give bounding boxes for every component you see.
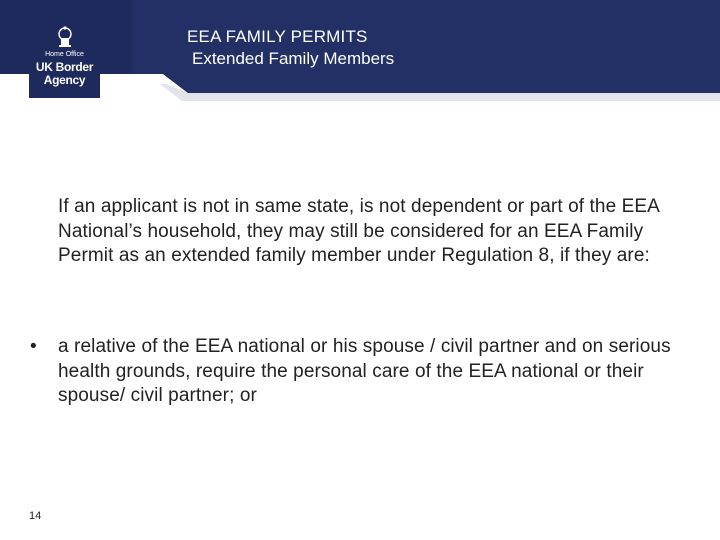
bullet-marker: • — [30, 336, 37, 357]
logo-agency-text: Agency — [43, 73, 86, 87]
page-number: 14 — [29, 510, 42, 522]
logo-home-office-text: Home Office — [45, 51, 84, 58]
slide-subtitle: Extended Family Members — [192, 49, 395, 68]
logo-uk-border-text: UK Border — [35, 60, 94, 74]
royal-crest-icon — [53, 25, 77, 49]
body-paragraph: If an applicant is not in same state, is not dependent or part of the EEA National’s household, they may still be considered for an EEA Family Permit as an extended family member under Regulation 8, if they are: — [58, 196, 659, 266]
uk-border-agency-logo — [29, 18, 100, 98]
bullet-text: a relative of the EEA national or his spouse / civil partner and on serious health grounds, require the personal care of the EEA national or their spouse/ civil partner; or — [58, 336, 671, 406]
slide-title: EEA FAMILY PERMITS — [187, 27, 368, 46]
